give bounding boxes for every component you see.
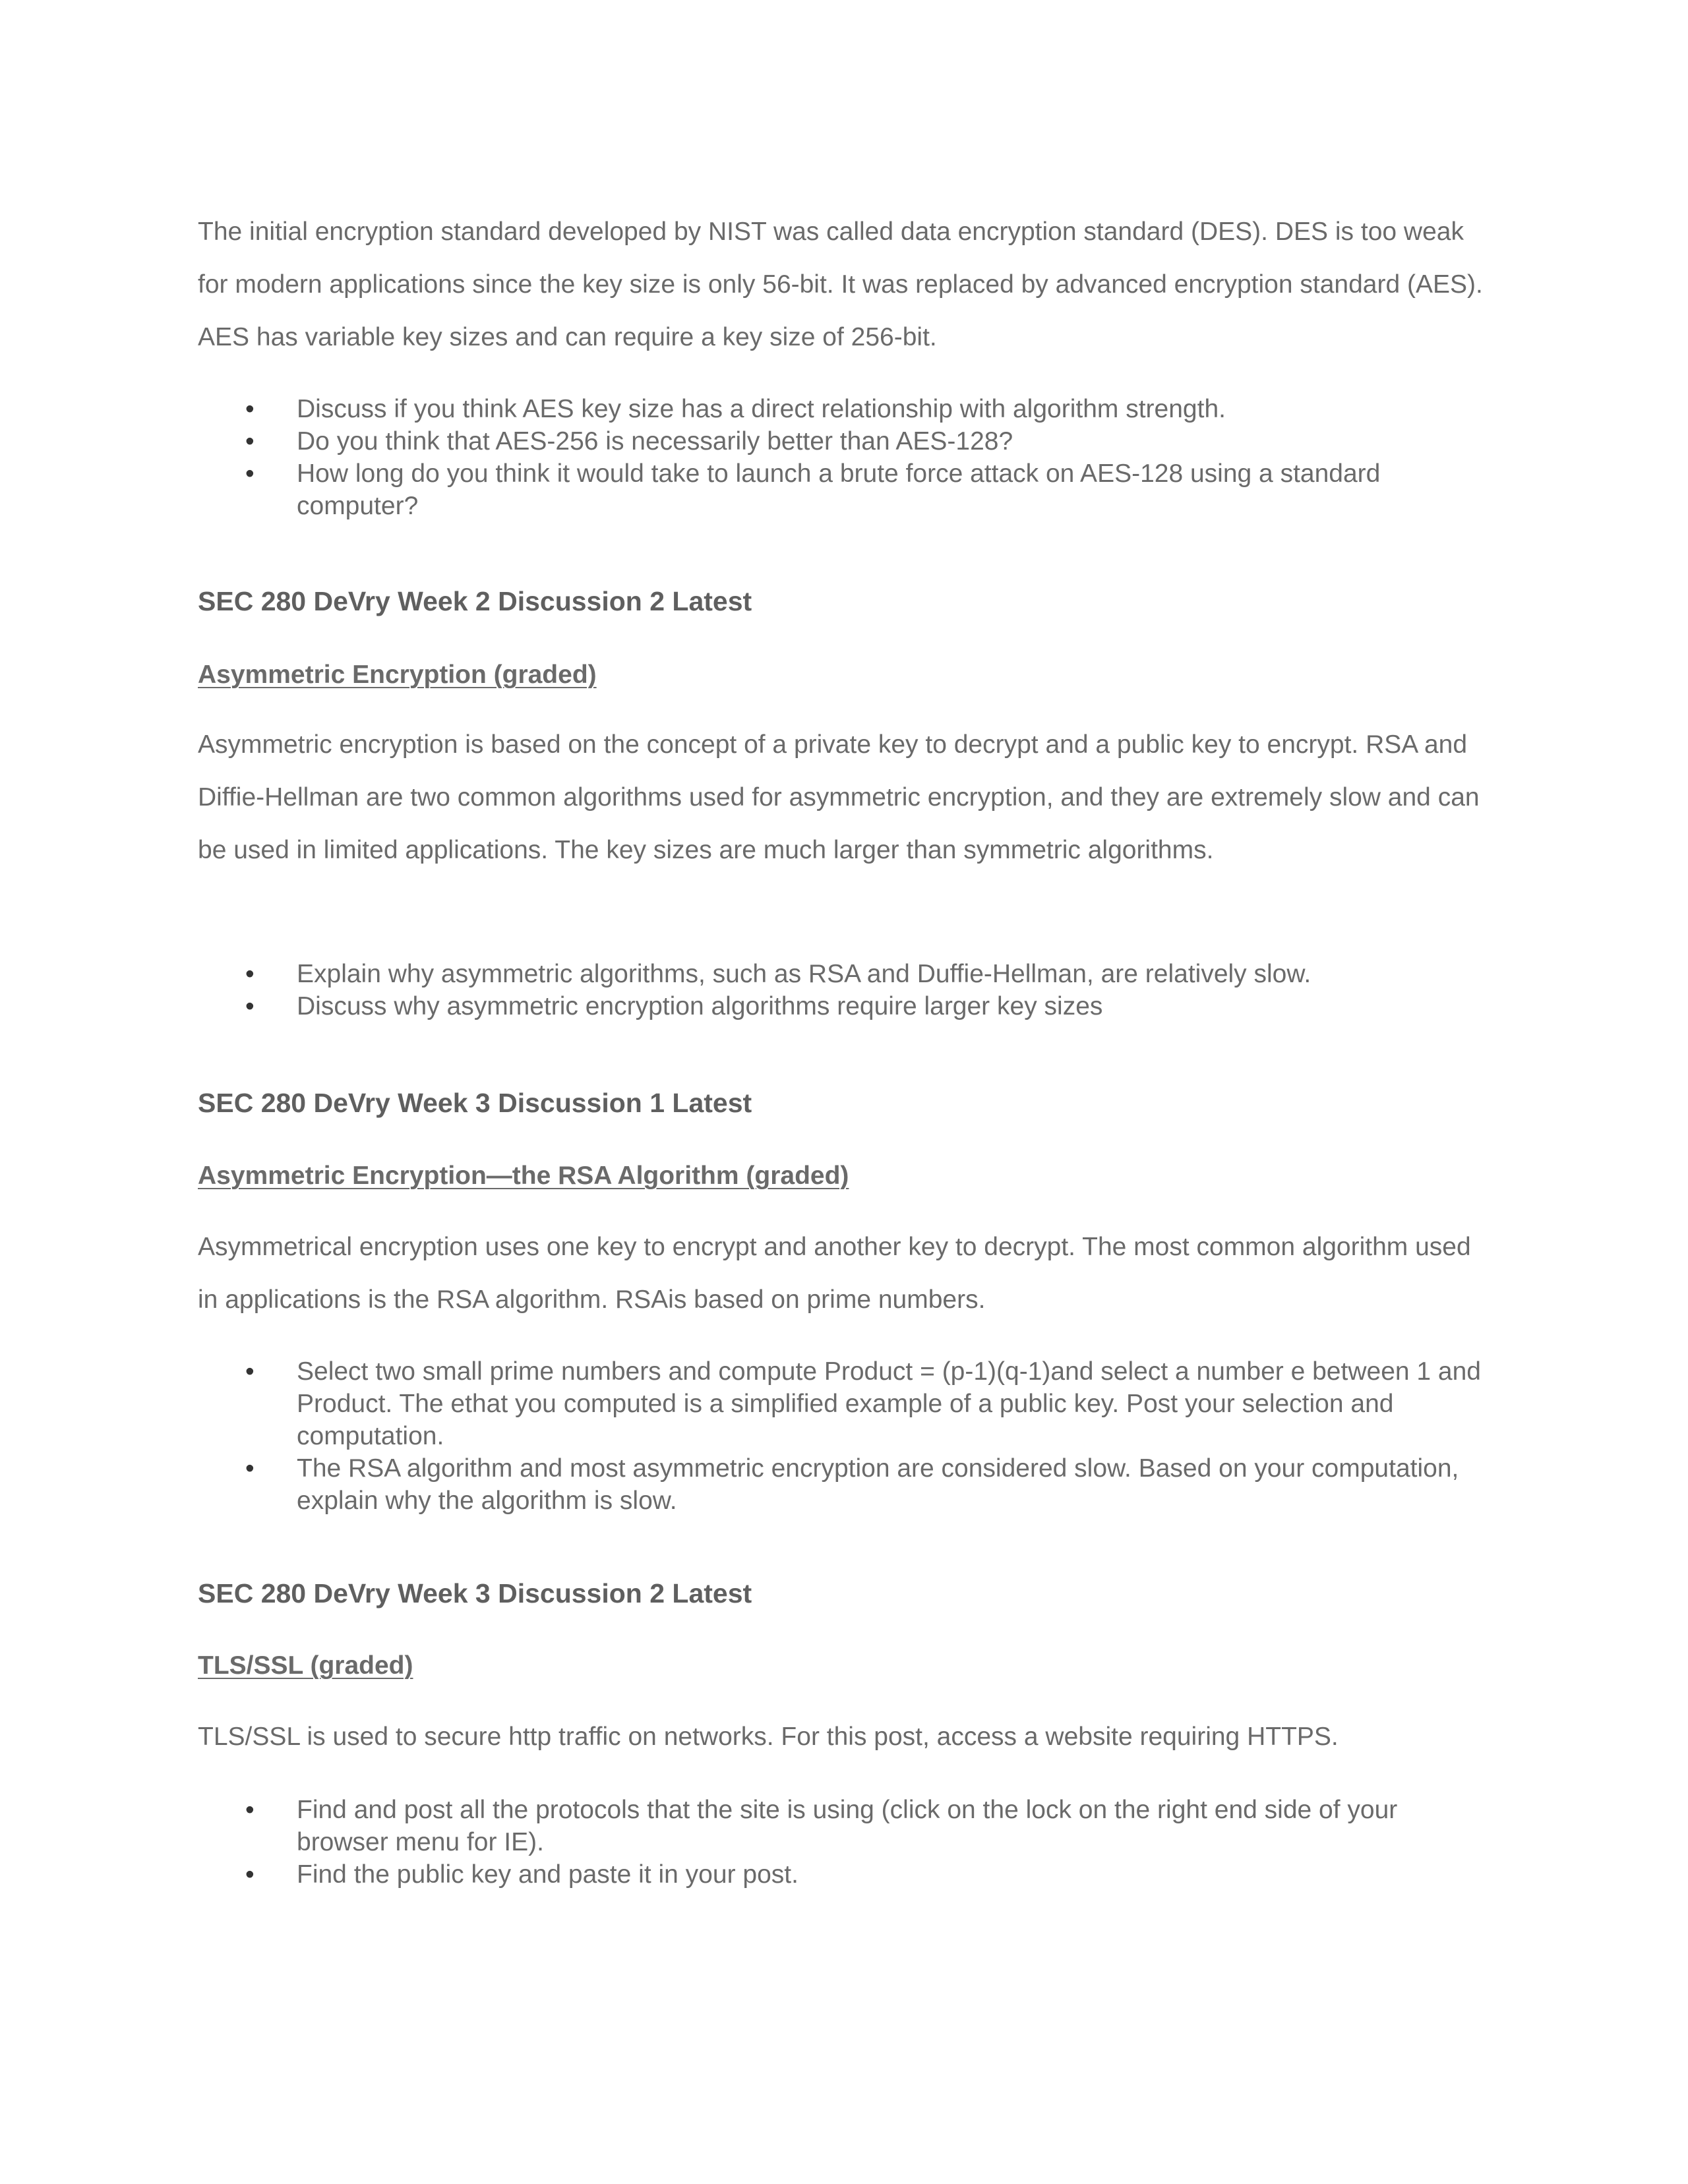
list-item: • How long do you think it would take to launch a brute force attack on AES-128 using a standard computer?: [198, 457, 1490, 522]
section-week3-disc1-subheading-wrap: [198, 1156, 1490, 1196]
section-week3-disc1-bullets-wrap: [198, 1355, 1490, 1517]
bullet-icon: •: [245, 1454, 255, 1483]
section-bullet-list: [198, 958, 1490, 1022]
intro-paragraph: The initial encryption standard developed by NIST was called data encryption standard (DES). DES is too weak for modern applications since the key size is only 56-bit. It was replaced by advanced encryption standard (AES). AES has variable key sizes and can require a key size of 256-bit.: [198, 218, 1483, 351]
section-subheading: Asymmetric Encryption—the RSA Algorithm (graded): [198, 1162, 849, 1190]
section-week2-disc2-subheading-wrap: [198, 655, 1490, 695]
list-item: • Discuss if you think AES key size has a direct relationship with algorithm strength.: [198, 393, 1490, 425]
intro-bullets-block: [198, 393, 1490, 522]
list-item: • The RSA algorithm and most asymmetric encryption are considered slow. Based on your computation, explain why the algorithm is slow.: [198, 1452, 1490, 1517]
section-bullet-list: [198, 1355, 1490, 1517]
list-item: • Discuss why asymmetric encryption algorithms require larger key sizes: [198, 990, 1490, 1022]
section-week3-disc1: [198, 1083, 1490, 1123]
section-week3-disc1-paragraph-wrap: [198, 1221, 1490, 1326]
bullet-icon: •: [245, 395, 255, 423]
list-item: • Explain why asymmetric algorithms, such as RSA and Duffie-Hellman, are relatively slow.: [198, 958, 1490, 990]
section-subheading: TLS/SSL (graded): [198, 1651, 413, 1680]
section-heading: SEC 280 DeVry Week 3 Discussion 1 Latest: [198, 1088, 752, 1118]
bullet-icon: •: [245, 459, 255, 488]
section-paragraph: TLS/SSL is used to secure http traffic on networks. For this post, access a website requiring HTTPS.: [198, 1723, 1339, 1751]
bullet-icon: •: [245, 992, 255, 1020]
section-paragraph: Asymmetrical encryption uses one key to encrypt and another key to decrypt. The most common algorithm used in applications is the RSA algorithm. RSAis based on prime numbers.: [198, 1233, 1471, 1314]
section-week2-disc2-bullets-wrap: [198, 958, 1490, 1022]
section-heading: SEC 280 DeVry Week 3 Discussion 2 Latest: [198, 1578, 752, 1608]
intro-bullet-list: [198, 393, 1490, 522]
list-item: • Select two small prime numbers and compute Product = (p-1)(q-1)and select a number e between 1 and Product. The ethat you computed is a simplified example of a public key. Post your selection and computation.: [198, 1355, 1490, 1452]
section-week3-disc2-subheading-wrap: [198, 1646, 1490, 1686]
bullet-icon: •: [245, 1796, 255, 1824]
section-week3-disc2: [198, 1574, 1490, 1613]
list-item: • Find the public key and paste it in your post.: [198, 1858, 1490, 1891]
bullet-icon: •: [245, 1860, 255, 1889]
section-week2-disc2: [198, 581, 1490, 621]
section-week3-disc2-bullets-wrap: [198, 1794, 1490, 1891]
bullet-icon: •: [245, 960, 255, 988]
section-heading: SEC 280 DeVry Week 2 Discussion 2 Latest: [198, 586, 752, 616]
section-paragraph: Asymmetric encryption is based on the concept of a private key to decrypt and a public key to encrypt. RSA and Diffie-Hellman are two common algorithms used for asymmetric encryption, and they are extremely slow and can be used in limited applications. The key sizes are much larger than symmetric algorithms.: [198, 730, 1480, 864]
list-item: • Find and post all the protocols that the site is using (click on the lock on the right end side of your browser menu for IE).: [198, 1794, 1490, 1858]
section-bullet-list: [198, 1794, 1490, 1891]
intro-block: [198, 206, 1490, 364]
bullet-icon: •: [245, 427, 255, 456]
section-subheading: Asymmetric Encryption (graded): [198, 661, 597, 689]
list-item: • Do you think that AES-256 is necessarily better than AES-128?: [198, 425, 1490, 457]
section-week2-disc2-paragraph-wrap: [198, 719, 1490, 877]
bullet-icon: •: [245, 1357, 255, 1386]
section-week3-disc2-paragraph-wrap: [198, 1711, 1490, 1763]
